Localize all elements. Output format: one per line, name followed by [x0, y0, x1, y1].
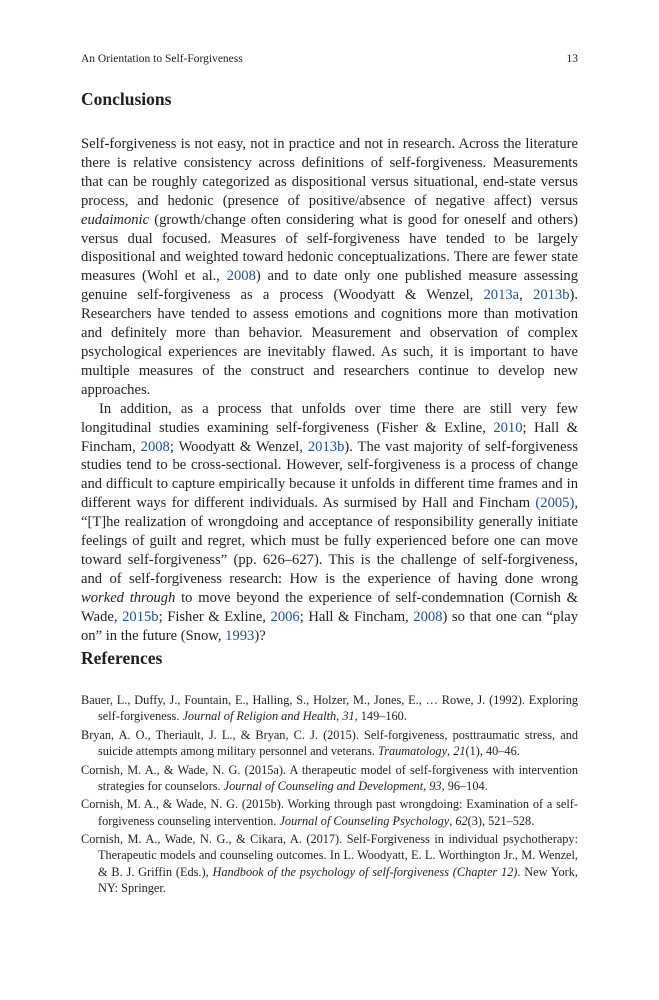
reference-source: Journal of Counseling Psychology	[279, 813, 450, 828]
text-run: ; Woodyatt & Wenzel,	[169, 438, 308, 455]
conclusions-paragraph-1	[81, 135, 578, 400]
reference-text: Cornish, M. A., & Wade, N. G. (2015a). A therapeutic model of self-forgiveness with intervention strategies for counselors.	[81, 762, 578, 793]
text-run: , “[T]he realization of wrongdoing and acceptance of responsibility generally initiate feelings of guilt and regret, which must be fully experienced before one can move toward self-forgiveness” (pp. 626–627). This is the challenge of self-forgiveness, and of self-forgiveness research: How is the experience of having done wrong	[81, 495, 578, 587]
italic-term: eudaimonic	[81, 211, 150, 228]
reference-tail: (1), 40–46.	[465, 744, 520, 759]
running-head-title: An Orientation to Self-Forgiveness	[81, 53, 243, 65]
reference-volume: 21	[453, 744, 466, 759]
reference-volume: 93	[429, 778, 442, 793]
text-run: ; Hall & Fincham,	[81, 419, 578, 455]
reference-sep: ,	[447, 744, 454, 759]
text-run: to move beyond the experience of self-condemnation (Cornish & Wade,	[81, 589, 578, 625]
citation-link[interactable]: 2010	[493, 419, 523, 436]
conclusions-heading: Conclusions	[81, 89, 172, 109]
citation-link[interactable]: 1993	[225, 627, 255, 644]
reference-tail: , 96–104.	[441, 778, 488, 793]
text-run: Self-forgiveness is not easy, not in practice and not in research. Across the literature there is relative consistency across definitions of self-forgiveness. Measurements that can be roughly categorized as dispositional versus situational, end-state versus process, and hedonic (presence of positive/absence of negative affect) versus	[81, 136, 578, 209]
citation-link[interactable]: 2013b	[307, 438, 345, 455]
page-number: 13	[566, 53, 578, 65]
text-run: ; Hall & Fincham,	[299, 608, 414, 625]
reference-volume: 62	[455, 813, 468, 828]
reference-tail: (3), 521–528.	[467, 813, 535, 828]
reference-list	[81, 692, 578, 899]
reference-tail: , 149–160.	[354, 709, 407, 724]
citation-link[interactable]: 2015b	[122, 608, 159, 625]
citation-link[interactable]: 2008	[226, 268, 256, 285]
references-heading: References	[81, 648, 163, 668]
citation-link[interactable]: 2013a	[483, 287, 520, 304]
italic-term: worked through	[81, 589, 176, 606]
reference-entry	[81, 831, 578, 896]
reference-tail: . New York, NY: Springer.	[98, 864, 578, 896]
reference-sep: ,	[336, 709, 343, 724]
text-run: (growth/change often considering what is good for oneself and others) versus dual focused. Measures of self-forgiveness have tended to be largely dispositional and weighted toward hedonic conceptualizations. There are fewer state measures (Wohl et al.,	[81, 211, 578, 285]
running-head	[81, 53, 578, 65]
reference-source: Traumatology	[378, 744, 448, 759]
conclusions-body	[81, 135, 578, 645]
text-run: ). The vast majority of self-forgiveness studies tend to be cross-sectional. However, self-forgiveness is a process of change and difficult to capture empirically because it unfolds in different time frames and in different ways for different individuals. As surmised by Hall and Fincham	[81, 438, 579, 512]
text-run: )?	[254, 627, 266, 644]
reference-text: Cornish, M. A., Wade, N. G., & Cikara, A. (2017). Self-Forgiveness in individual psychotherapy: Therapeutic models and counseling outcomes. In L. Woodyatt, E. L. Worthington Jr., M. Wenzel, & B. J. Griffin (Eds.),	[81, 832, 578, 879]
text-run: ,	[519, 287, 534, 304]
reference-sep: ,	[449, 813, 456, 828]
reference-text: Bauer, L., Duffy, J., Fountain, E., Halling, S., Holzer, M., Jones, E., … Rowe, J. (1992). Exploring self-forgiveness.	[81, 693, 578, 724]
reference-sep: ,	[423, 778, 430, 793]
reference-source: Handbook of the psychology of self-forgiveness (Chapter 12)	[212, 864, 518, 879]
reference-entry	[81, 796, 578, 829]
citation-link[interactable]: (2005)	[535, 495, 575, 512]
reference-volume: 31	[342, 709, 355, 724]
text-run: ). Researchers have tended to assess emotions and cognitions more than motivation and definitely more than behavior. Measurement and observation of complex psychological experiences are inevitably flawed. As such, it is important to have multiple measures of the construct and researchers continue to develop new approaches.	[81, 287, 579, 398]
text-run: ) so that one can “play on” in the future (Snow,	[81, 608, 578, 644]
conclusions-paragraph-2	[81, 400, 578, 646]
text-run: In addition, as a process that unfolds over time there are still very few longitudinal studies examining self-forgiveness (Fisher & Exline,	[81, 400, 578, 436]
reference-text: Cornish, M. A., & Wade, N. G. (2015b). Working through past wrongdoing: Examination of a self-forgiveness counseling intervention.	[81, 797, 578, 828]
text-run: ; Fisher & Exline,	[158, 608, 271, 625]
reference-entry	[81, 692, 578, 725]
citation-link[interactable]: 2013b	[533, 287, 570, 304]
citation-link[interactable]: 2008	[413, 608, 443, 625]
citation-link[interactable]: 2006	[270, 608, 300, 625]
reference-entry	[81, 727, 578, 760]
text-run: ) and to date only one published measure assessing genuine self-forgiveness as a process (Woodyatt & Wenzel,	[81, 268, 578, 304]
reference-entry	[81, 762, 578, 795]
reference-source: Journal of Religion and Health	[182, 709, 337, 724]
reference-source: Journal of Counseling and Development	[223, 778, 424, 793]
reference-text: Bryan, A. O., Theriault, J. L., & Bryan, C. J. (2015). Self-forgiveness, posttraumatic stress, and suicide attempts among military personnel and veterans.	[81, 727, 578, 759]
citation-link[interactable]: 2008	[140, 438, 170, 455]
